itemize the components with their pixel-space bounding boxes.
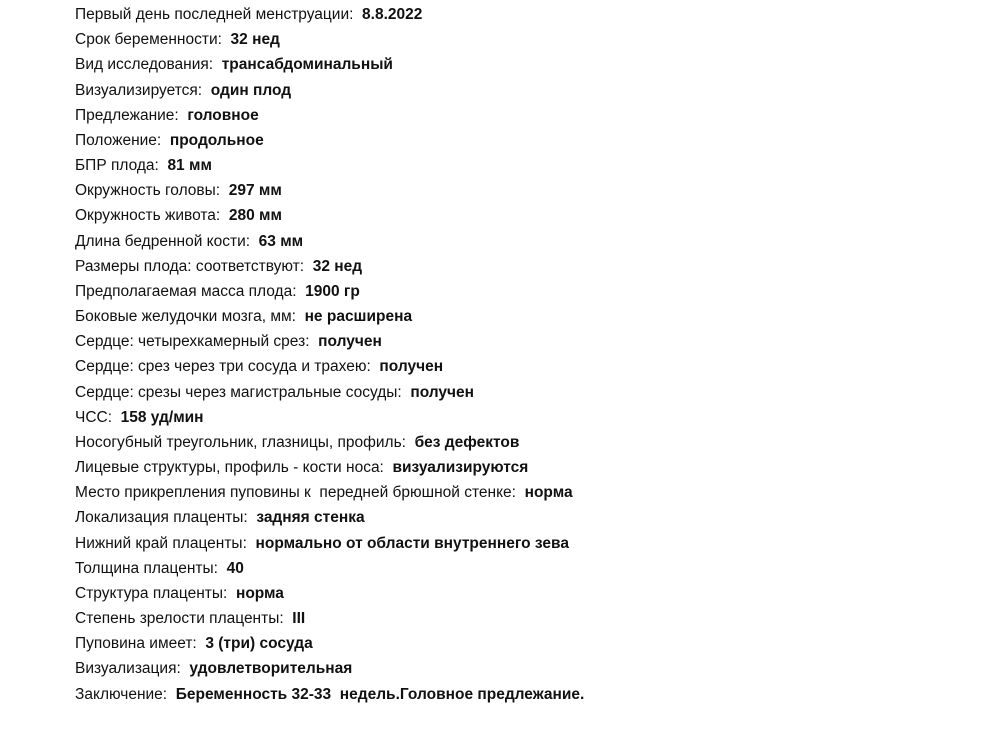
field-label: Место прикрепления пуповины к передней брюшной стенке: — [75, 484, 525, 502]
field-label: Сердце: четырехкамерный срез: — [75, 333, 319, 351]
field-label: Окружность живота: — [75, 207, 229, 225]
field-value: 158 уд/мин — [120, 408, 204, 426]
field-value: 280 мм — [228, 207, 282, 225]
field-label: Предполагаемая масса плода: — [75, 282, 306, 300]
report-row — [75, 153, 584, 178]
field-value: задняя стенка — [256, 509, 365, 527]
report-row — [75, 304, 584, 329]
report-row — [75, 2, 584, 27]
field-label: Длина бедренной кости: — [75, 232, 259, 250]
field-label: Сердце: срез через три сосуда и трахею: — [75, 358, 380, 376]
field-value: 1900 гр — [305, 282, 360, 300]
field-label: Первый день последней менструации: — [75, 6, 363, 23]
field-value: продольное — [169, 131, 264, 149]
report-row — [75, 682, 584, 707]
field-value: 63 мм — [258, 232, 304, 250]
field-value: получен — [410, 383, 475, 401]
field-label: Лицевые структуры, профиль - кости носа: — [75, 459, 393, 477]
field-label: Пуповина имеет: — [75, 635, 206, 653]
field-value: без дефектов — [414, 433, 520, 451]
field-value: Беременность 32-33 недель.Головное предлежание. — [175, 685, 585, 703]
field-label: Сердце: срезы через магистральные сосуды: — [75, 383, 411, 401]
field-value: 3 (три) сосуда — [205, 635, 313, 653]
field-label: БПР плода: — [75, 157, 168, 175]
report-row — [75, 279, 584, 304]
report-row — [75, 103, 584, 128]
field-label: Заключение: — [75, 685, 176, 703]
report-row — [75, 27, 584, 52]
field-label: Визуализация: — [75, 660, 190, 678]
report-row — [75, 354, 584, 379]
report-row — [75, 178, 584, 203]
field-label: Вид исследования: — [75, 56, 222, 74]
ultrasound-report — [75, 2, 584, 707]
field-value: получен — [379, 358, 444, 376]
field-label: Размеры плода: соответствуют: — [75, 257, 313, 275]
report-row — [75, 480, 584, 505]
field-label: Нижний край плаценты: — [75, 534, 256, 552]
field-label: Толщина плаценты: — [75, 559, 227, 577]
field-value: получен — [318, 333, 382, 351]
field-value: 32 нед — [312, 257, 363, 275]
report-row — [75, 52, 584, 77]
field-value: удовлетворительная — [189, 660, 353, 678]
report-row — [75, 656, 584, 681]
field-label: ЧСС: — [75, 408, 121, 426]
report-row — [75, 581, 584, 606]
field-value: 81 мм — [167, 157, 212, 175]
field-label: Срок беременности: — [75, 31, 231, 49]
report-row — [75, 203, 584, 228]
report-row — [75, 455, 584, 480]
field-label: Предлежание: — [75, 106, 188, 124]
field-label: Структура плаценты: — [75, 584, 236, 602]
report-row — [75, 405, 584, 430]
report-row — [75, 631, 584, 656]
field-label: Степень зрелости плаценты: — [75, 610, 293, 628]
report-row — [75, 229, 584, 254]
field-value: 8.8.2022 — [362, 6, 423, 23]
field-value: нормально от области внутреннего зева — [255, 534, 569, 552]
report-row — [75, 606, 584, 631]
field-value: головное — [187, 106, 259, 124]
field-label: Визуализируется: — [75, 81, 211, 99]
field-value: один плод — [210, 81, 292, 99]
report-row — [75, 254, 584, 279]
field-label: Локализация плаценты: — [75, 509, 257, 527]
field-value: норма — [524, 484, 573, 502]
report-row — [75, 556, 584, 581]
field-label: Носогубный треугольник, глазницы, профиль: — [75, 433, 415, 451]
field-label: Окружность головы: — [75, 182, 229, 200]
report-row — [75, 329, 584, 354]
field-value: трансабдоминальный — [221, 56, 393, 74]
field-value: норма — [235, 584, 284, 602]
report-row — [75, 380, 584, 405]
field-value: 40 — [226, 559, 244, 577]
report-row — [75, 128, 584, 153]
report-row — [75, 505, 584, 530]
report-row — [75, 531, 584, 556]
field-value: не расширена — [304, 308, 413, 326]
field-label: Положение: — [75, 131, 170, 149]
report-row — [75, 430, 584, 455]
field-label: Боковые желудочки мозга, мм: — [75, 308, 305, 326]
field-value: 32 нед — [230, 31, 280, 49]
field-value: III — [292, 610, 306, 628]
field-value: визуализируются — [392, 459, 529, 477]
report-row — [75, 78, 584, 103]
field-value: 297 мм — [228, 182, 282, 200]
